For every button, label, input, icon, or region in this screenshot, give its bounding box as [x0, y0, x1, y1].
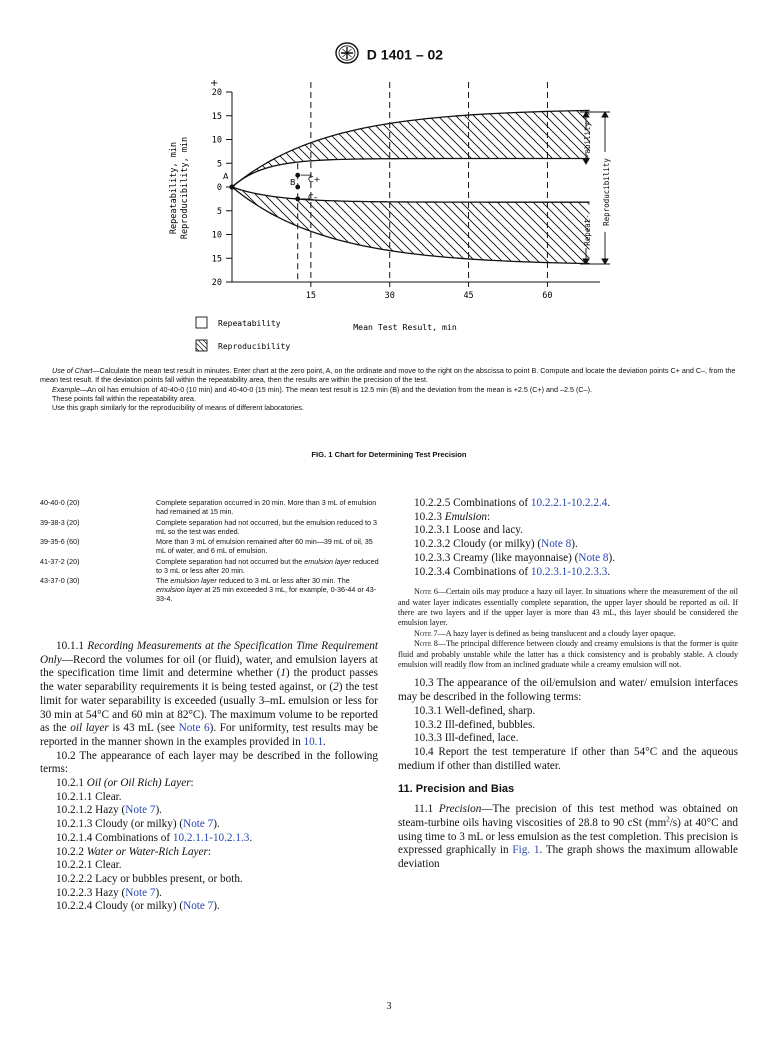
table-row	[40, 557, 380, 577]
reproducibility-region-upper	[232, 110, 589, 187]
note-7-link[interactable]: Note 7	[183, 900, 214, 913]
list-item: 10.2.2.1 Clear.	[56, 859, 122, 872]
y-axis-label-reproducibility: Reproducibility, min	[180, 136, 190, 240]
note-8-link[interactable]: Note 8	[578, 551, 609, 564]
examples-table	[40, 498, 380, 605]
note-7-link[interactable]: Note 7	[125, 804, 156, 817]
right-column	[398, 497, 738, 872]
side-label-ability: -ability	[583, 121, 592, 159]
example-text: Complete separation had not occurred but the emulsion layer reduced to 3 mL or less after 20 min.	[156, 556, 379, 575]
side-label-repeat: Repeat-	[583, 214, 592, 246]
fig-1-link[interactable]: Fig. 1	[512, 844, 540, 857]
note-6-link[interactable]: Note 6	[178, 722, 210, 735]
x-tick-label: 60	[542, 291, 553, 301]
section-range-link[interactable]: 10.2.1.1-10.2.1.3	[172, 831, 250, 844]
list-item: 10.2.2.4 Cloudy (or milky) (Note 7).	[56, 900, 220, 913]
example-text: The emulsion layer reduced to 3 mL or less after 30 min. The emulsion layer at 25 min exceeded 3 mL, for example, 0-36-44 or 43-33-4.	[156, 576, 377, 603]
point-cplus-label: C+	[308, 175, 321, 184]
list-item: 10.2.2.3 Hazy (Note 7).	[56, 886, 162, 899]
paragraph-10-2-1: 10.2.1 Oil (or Oil Rich) Layer:	[56, 777, 194, 790]
note-8: Note 8—The principal difference between cloudy and creamy emulsions is that the former is quite fluid and probably unstable while the latter has a thick consistency and is probably stable. A cloudy emulsion will readily flow from an inclined graduate while a creamy emulsion will not.	[398, 639, 738, 670]
caption-example-text: —An oil has emulsion of 40-40-0 (10 min) and 40-40-0 (15 min). The mean test result is 12.5 min (B) and the deviation from the mean is +2.5 (C+) and –2.5 (C–).	[79, 384, 592, 394]
y-plus-sign: +	[210, 78, 219, 89]
y-tick-label: 15	[211, 254, 222, 265]
paragraph-10-2-2: 10.2.2 Water or Water-Rich Layer:	[56, 845, 211, 858]
y-ticks	[212, 88, 232, 288]
list-item: 10.3.2 Ill-defined, bubbles.	[414, 718, 536, 731]
list-item: 10.2.3.1 Loose and lacy.	[414, 524, 523, 537]
example-code: 40-40-0 (20)	[40, 498, 80, 507]
section-range-link[interactable]: 10.2.3.1-10.2.3.3	[530, 565, 608, 578]
section-10-1-link[interactable]: 10.1	[303, 735, 324, 748]
paragraph-10-2-3: 10.2.3 Emulsion:	[414, 510, 491, 523]
section-11-heading: 11. Precision and Bias	[398, 783, 515, 796]
list-item: 10.2.3.2 Cloudy (or milky) (Note 8).	[414, 538, 578, 551]
plot-regions	[232, 110, 589, 263]
y-tick-label: 10	[211, 230, 222, 241]
caption-use-label: Use of Chart	[52, 366, 93, 375]
point-a-marker	[229, 184, 234, 189]
list-item: 10.3.3 Ill-defined, lace.	[414, 732, 519, 745]
note-7-link[interactable]: Note 7	[183, 818, 214, 831]
y-tick-label: 15	[211, 111, 222, 122]
section-range-link[interactable]: 10.2.2.1-10.2.2.4	[530, 497, 608, 509]
y-tick-label: 5	[216, 159, 222, 170]
note-6: Note 6—Certain oils may produce a hazy oil layer. In situations where the measurement of the oil and water layer indicates essentially complete separation, the upper layer should be reported as oil. If there are two layers and if the upper layer is more than 43 mL, this layer should be considered the emulsion layer.	[398, 587, 738, 628]
y-tick-label: 0	[216, 183, 222, 193]
precision-chart	[160, 72, 620, 362]
page-number: 3	[386, 1001, 392, 1012]
paragraph-10-4: 10.4 Report the test temperature if other than 54°C and the aqueous medium if other than distilled water.	[398, 745, 738, 772]
caption-use-text: —Calculate the mean test result in minutes. Enter chart at the zero point, A, on the ordinate and move to the right on the abscissa to point B. Compute and locate the deviation points C+ and C–, from the mean test result. If the deviation points fall within the repeatability area, then the results are within the precision of the test.	[40, 366, 736, 385]
example-code: 41-37-2 (20)	[40, 556, 80, 566]
figure-title: FIG. 1 Chart for Determining Test Precision	[311, 450, 467, 459]
document-code: D 1401 – 02	[366, 46, 444, 63]
note-7-link[interactable]: Note 7	[125, 886, 156, 899]
table-row	[40, 498, 380, 518]
note-7: Note 7—A hazy layer is defined as being translucent and a cloudy layer opaque.	[414, 628, 676, 638]
list-item: 10.2.1.2 Hazy (Note 7).	[56, 804, 162, 817]
legend-reproducibility-label: Reproducibility	[218, 342, 291, 351]
y-axis-label-repeatability: Repeatability, min	[169, 141, 179, 235]
point-a-label: A	[223, 172, 229, 181]
list-item: 10.3.1 Well-defined, sharp.	[414, 704, 536, 717]
note-8-link[interactable]: Note 8	[541, 538, 572, 551]
paragraph-10-3: 10.3 The appearance of the oil/emulsion and water/ emulsion interfaces may be described in the following terms:	[398, 677, 738, 704]
example-text: Complete separation occurred in 20 min. More than 3 mL of emulsion had remained at 15 min.	[156, 498, 377, 516]
paragraph-11-1: 11.1 Precision—The precision of this test method was obtained on steam-turbine oils having viscosities of 28.8 to 90 cSt $(mm^2/s)$ at 40°C and using time to 3 mL or less emulsion as the test completion. This precision is expressed graphically in Fig. 1. The graph shows the maximum allowable deviation	[398, 803, 739, 870]
paragraph-10-1-1: 10.1.1 Recording Measurements at the Specification Time Requirement Only—Record the volumes for oil (or fluid), water, and emulsion layers at the specification time limit and determine whether (1) the product passes the water separability requirements it is being tested against, or (2) the test limit for water separability is exceeded (usually 3–mL emulsion or less for 30 min at 54°C and 60 min at 82°C). The maximum volume to be reported as the oil layer is 43 mL (see Note 6). For uniformity, test results may be reported in the manner shown in the examples provided in 10.1.	[40, 640, 379, 748]
table-row	[40, 576, 380, 605]
list-item: 10.2.3.3 Creamy (like mayonnaise) (Note 8).	[414, 551, 616, 564]
paragraph-10-2: 10.2 The appearance of each layer may be described in the following terms:	[40, 749, 378, 776]
x-axis-label: Mean Test Result, min	[353, 322, 457, 332]
figure-caption	[40, 366, 740, 412]
caption-line4: Use this graph similarly for the reproducibility of means of different laboratories.	[52, 403, 304, 413]
caption-example-label: Example	[52, 384, 80, 394]
point-b-label: B	[290, 178, 296, 187]
point-b-marker	[295, 185, 300, 190]
list-item: 10.2.2.5 Combinations of 10.2.2.1-10.2.2.4.	[414, 497, 611, 509]
x-ticks	[306, 282, 553, 301]
table-row	[40, 518, 380, 538]
list-item: 10.2.1.4 Combinations of 10.2.1.1-10.2.1.3.	[56, 831, 253, 844]
point-cplus-marker	[295, 173, 300, 178]
y-tick-label: 20	[211, 278, 222, 288]
list-item: 10.2.1.1 Clear.	[56, 790, 122, 803]
list-item: 10.2.3.4 Combinations of 10.2.3.1-10.2.3.3.	[414, 565, 611, 578]
x-tick-label: 30	[384, 291, 395, 301]
point-cminus-marker	[295, 196, 300, 201]
list-item: 10.2.1.3 Cloudy (or milky) (Note 7).	[56, 818, 220, 831]
caption-line3: These points fall within the repeatability area.	[52, 393, 196, 403]
example-code: 43-37-0 (30)	[40, 576, 80, 585]
x-tick-label: 45	[463, 291, 474, 301]
example-code: 39-38-3 (20)	[40, 517, 80, 527]
example-text: Complete separation had not occurred, but the emulsion reduced to 3 mL so the test was ended.	[156, 517, 377, 536]
legend-repeatability-swatch	[196, 317, 207, 328]
side-label-reproducibility: Reproducibility	[602, 158, 611, 226]
point-cminus-label: C–	[308, 193, 318, 202]
example-text: More than 3 mL of emulsion remained after 60 min—39 mL of oil, 35 mL of water, and 6 mL of emulsion.	[156, 537, 373, 555]
example-code: 39-35-6 (60)	[40, 537, 80, 546]
astm-logo-icon	[335, 42, 359, 67]
legend-repeatability-label: Repeatability	[218, 319, 281, 328]
x-tick-label: 15	[305, 291, 316, 301]
list-item: 10.2.2.2 Lacy or bubbles present, or both.	[56, 872, 243, 885]
page-header	[0, 42, 778, 67]
legend-reproducibility-swatch	[196, 340, 207, 351]
y-tick-label: 20	[211, 88, 222, 98]
left-column	[40, 640, 378, 914]
y-tick-label: 5	[216, 206, 222, 217]
table-row	[40, 537, 380, 557]
y-tick-label: 10	[211, 135, 222, 146]
